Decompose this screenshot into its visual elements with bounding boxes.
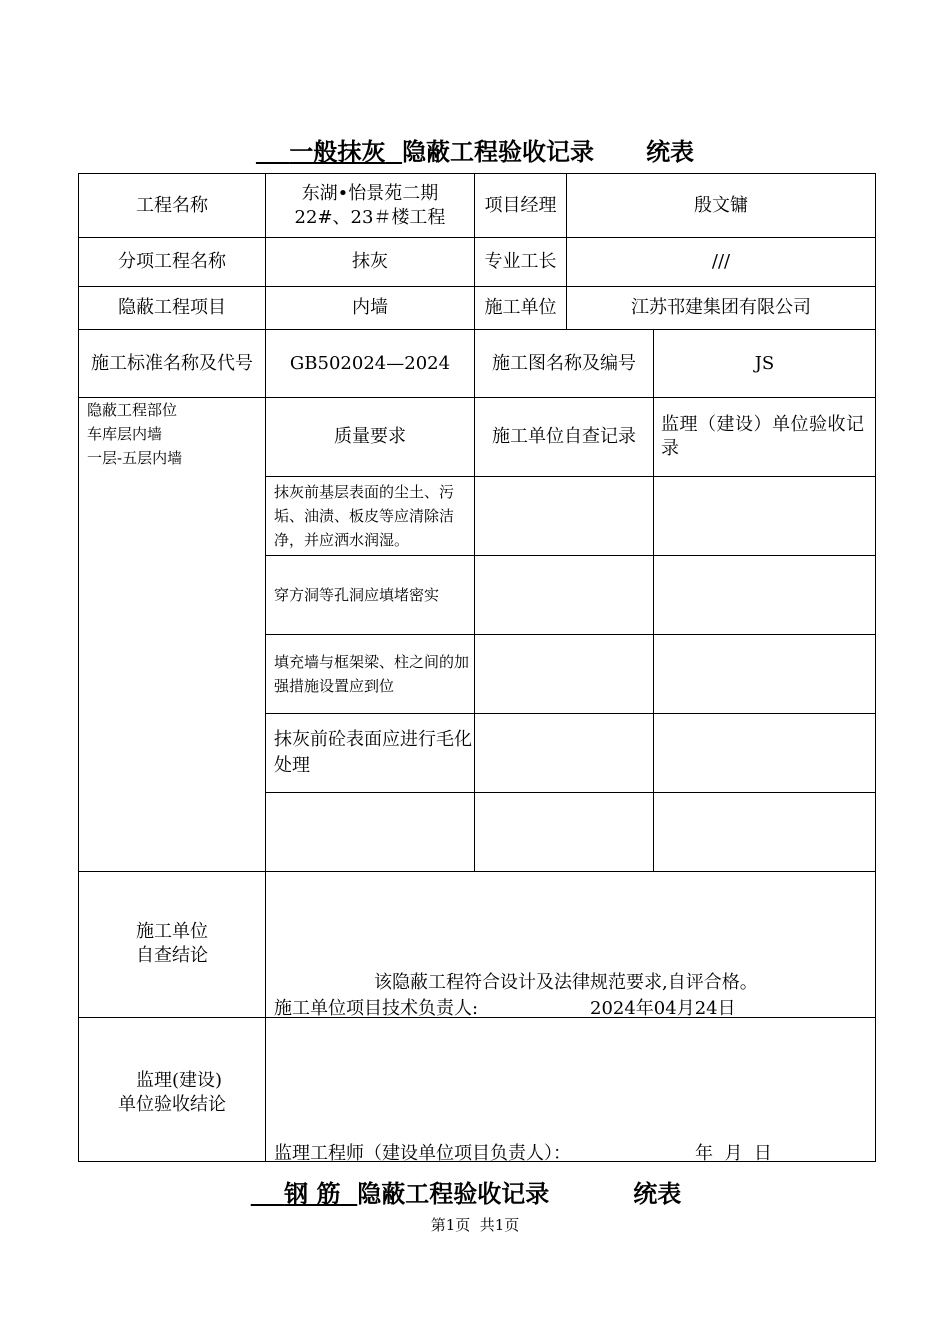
self-check-header: 施工单位自查记录 bbox=[492, 426, 636, 447]
contractor-value: 江苏邗建集团有限公司 bbox=[631, 297, 811, 318]
subitem-label: 分项工程名称 bbox=[118, 251, 226, 272]
supervision-signer: 监理工程师（建设单位项目负责人）： bbox=[274, 1143, 571, 1164]
self-conclusion-date: 2024年04月24日 bbox=[590, 998, 736, 1019]
contractor-label: 施工单位 bbox=[484, 297, 557, 318]
hidden-item-label: 隐蔽工程项目 bbox=[118, 297, 226, 318]
project-name-label: 工程名称 bbox=[136, 194, 208, 216]
standard-value: GB502024—2024 bbox=[289, 352, 451, 374]
supervision-header: 监理（建设）单位验收记录 bbox=[661, 414, 865, 459]
drawing-label: 施工图名称及编号 bbox=[492, 352, 636, 374]
second-title bbox=[0, 1174, 950, 1209]
standard-label: 施工标准名称及代号 bbox=[91, 352, 253, 374]
requirement-4: 抹灰前砼表面应进行毛化处理 bbox=[274, 729, 472, 776]
title-subject: 一般抹灰 bbox=[289, 137, 386, 166]
requirement-3: 填充墙与框架梁、柱之间的加强措施设置应到位 bbox=[274, 653, 470, 695]
title-suffix: 统表 bbox=[646, 137, 695, 166]
document-title bbox=[0, 132, 950, 167]
supervision-date: 年 月 日 bbox=[695, 1143, 772, 1164]
requirement-2: 穿方洞等孔洞应填堵密实 bbox=[274, 586, 440, 604]
project-manager-value: 殷文镛 bbox=[694, 194, 748, 216]
project-manager-label: 项目经理 bbox=[484, 194, 557, 216]
hidden-item-value: 内墙 bbox=[352, 297, 388, 318]
project-name-value: 东湖•怡景苑二期 22#、23＃楼工程 bbox=[294, 182, 446, 228]
second-title-main: 隐蔽工程验收记录 bbox=[357, 1179, 550, 1208]
self-conclusion-signer: 施工单位项目技术负责人: bbox=[274, 998, 479, 1019]
foreman-value: /// bbox=[711, 251, 731, 272]
foreman-label: 专业工长 bbox=[484, 251, 557, 272]
title-main: 隐蔽工程验收记录 bbox=[402, 137, 595, 166]
requirement-1: 抹灰前基层表面的尘土、污垢、油渍、板皮等应清除洁净，并应洒水润湿。 bbox=[274, 483, 455, 549]
self-conclusion-label: 施工单位 自查结论 bbox=[136, 920, 208, 966]
quality-requirement-header: 质量要求 bbox=[334, 426, 406, 447]
acceptance-table bbox=[78, 173, 876, 1162]
drawing-value: JS bbox=[754, 352, 775, 374]
second-title-suffix: 统表 bbox=[633, 1179, 682, 1208]
page-number: 第1页 共1页 bbox=[430, 1216, 520, 1234]
self-conclusion-statement: 该隐蔽工程符合设计及法律规范要求,自评合格。 bbox=[374, 972, 758, 993]
hidden-location: 隐蔽工程部位 车库层内墙 一层-五层内墙 bbox=[87, 401, 183, 467]
supervision-conclusion-label: 监理(建设) 单位验收结论 bbox=[118, 1070, 226, 1115]
second-title-subject: 钢 筋 bbox=[284, 1179, 341, 1208]
subitem-value: 抹灰 bbox=[352, 251, 388, 272]
